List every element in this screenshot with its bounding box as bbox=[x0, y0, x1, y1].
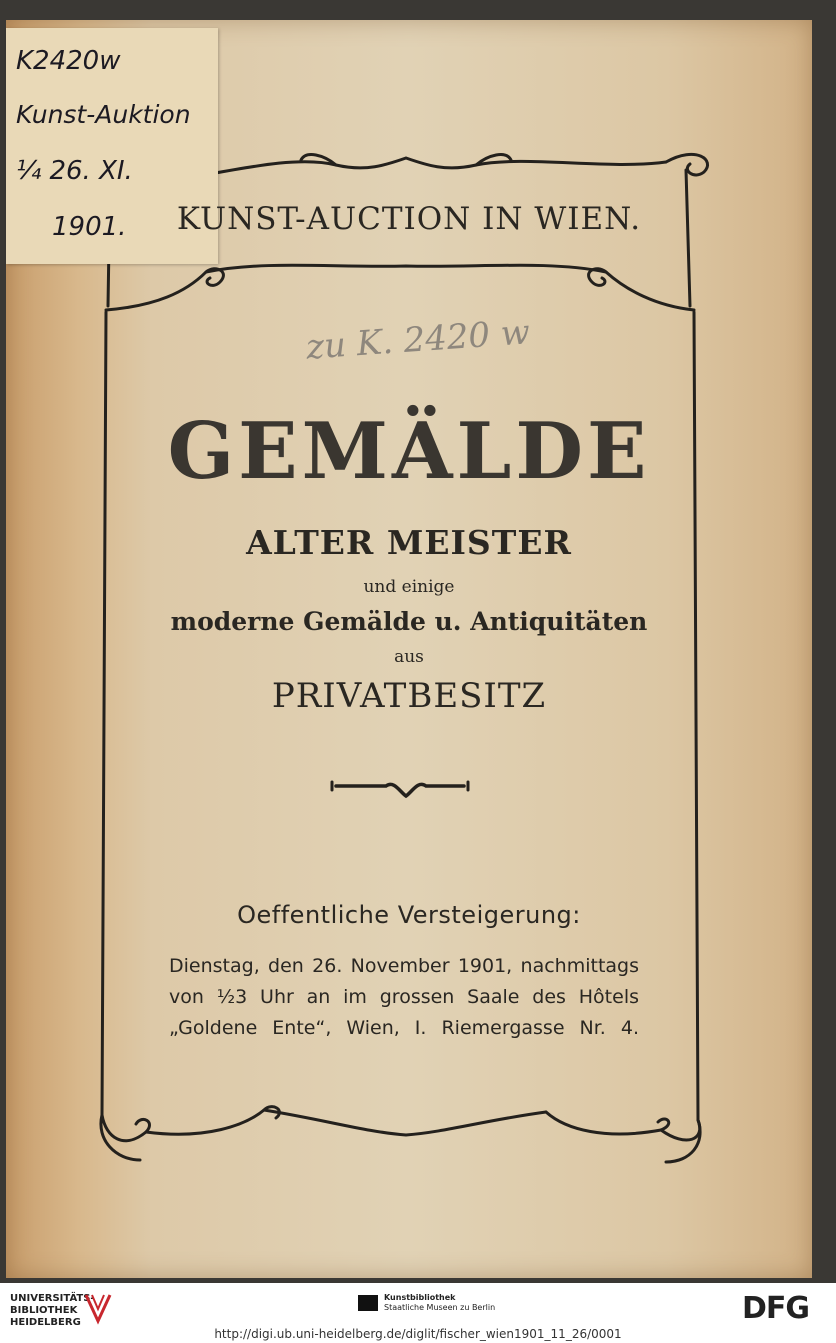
connector-text-2: aus bbox=[394, 647, 424, 667]
subtitle-old-masters: ALTER MEISTER bbox=[246, 523, 572, 562]
kunstbibliothek-label[interactable] bbox=[384, 1293, 495, 1313]
dfg-logo[interactable]: DFG bbox=[742, 1291, 810, 1326]
heidelberg-logo-icon bbox=[82, 1291, 114, 1327]
university-library-logo[interactable]: UNIVERSITÄTS- BIBLIOTHEK HEIDELBERG bbox=[10, 1293, 95, 1328]
label-year: 1901. bbox=[52, 212, 127, 242]
subtitle-private: PRIVATBESITZ bbox=[271, 676, 547, 716]
main-title: GEMÄLDE bbox=[167, 406, 651, 497]
shelf-mark: K2420w bbox=[16, 46, 121, 76]
kb-subtitle: Staatliche Museen zu Berlin bbox=[384, 1303, 496, 1312]
auction-header: KUNST-AUCTION IN WIEN. bbox=[176, 201, 642, 237]
permalink-url[interactable]: http://digi.ub.uni-heidelberg.de/diglit/fischer_wien1901_11_26/0001 bbox=[214, 1327, 622, 1341]
label-subject: Kunst-Auktion bbox=[16, 100, 191, 129]
kb-title: Kunstbibliothek bbox=[384, 1293, 456, 1302]
auction-detail-line: Dienstag, den 26. November 1901, nachmittags bbox=[169, 955, 639, 977]
auction-heading: Oeffentliche Versteigerung: bbox=[237, 901, 581, 929]
subtitle-modern: moderne Gemälde u. Antiquitäten bbox=[170, 607, 648, 636]
auction-detail-line: von ½3 Uhr an im grossen Saale des Hôtels bbox=[169, 986, 639, 1008]
kunstbibliothek-logo-icon bbox=[358, 1295, 378, 1311]
auction-detail-line: „Goldene Ente“, Wien, I. Riemergasse Nr. 4. bbox=[169, 1017, 639, 1039]
pencil-annotation: zu K. 2420 w bbox=[304, 312, 532, 368]
catalogue-page bbox=[6, 20, 812, 1278]
viewer-footer bbox=[0, 1283, 836, 1343]
label-date: ¼ 26. XI. bbox=[16, 156, 133, 186]
connector-text: und einige bbox=[363, 577, 455, 597]
